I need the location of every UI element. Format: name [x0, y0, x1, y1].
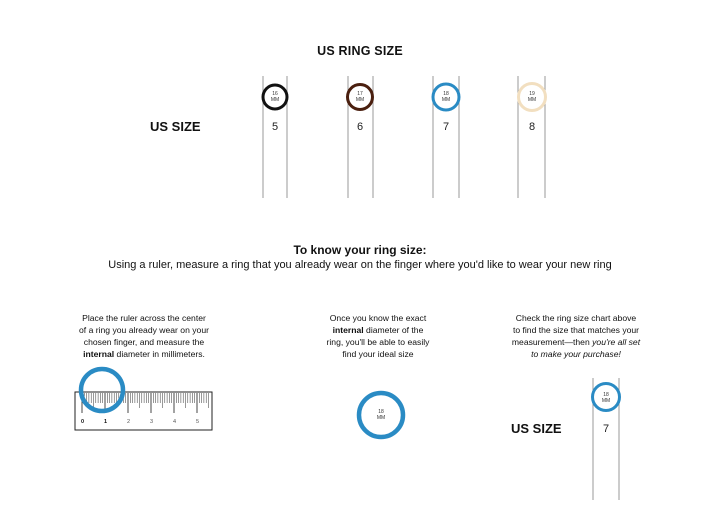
- ruler-label: 0: [81, 419, 85, 425]
- step-2-text: Once you know the exact internal diameter of the ring, you'll be able to easily find your ideal size: [326, 313, 430, 359]
- chart-title: US RING SIZE: [317, 44, 403, 58]
- instructions-heading: To know your ring size:: [293, 243, 427, 257]
- ruler-labels: [75, 419, 215, 429]
- step-1-text: Place the ruler across the center of a ring you already wear on your chosen finger, and measure the internal diameter in millimeters.: [79, 313, 209, 359]
- result-us-size-label: US SIZE: [511, 421, 562, 436]
- ring-label-size-7: 18 MM: [441, 91, 451, 103]
- us-size-row-label: US SIZE: [150, 119, 201, 134]
- example-ring-label: 18 MM: [376, 409, 386, 421]
- ring-label-size-5: 16 MM: [270, 91, 280, 103]
- size-number-8: 8: [528, 121, 536, 133]
- ruler-label: 5: [196, 419, 200, 425]
- size-number-7: 7: [442, 121, 450, 133]
- ruler-label: 2: [127, 419, 131, 425]
- ring-label-size-6: 17 MM: [355, 91, 365, 103]
- step-3-text: Check the ring size chart above to find the size that matches your measurement—then you're all set to make your purchase!: [511, 313, 641, 359]
- ruler-label: 4: [173, 419, 177, 425]
- ruler-label: 3: [150, 419, 154, 425]
- size-number-5: 5: [271, 121, 279, 133]
- instructions-subheading: Using a ruler, measure a ring that you already wear on the finger where you'd like to wear your new ring: [108, 259, 612, 271]
- size-number-6: 6: [356, 121, 364, 133]
- ruler-label: 1: [104, 419, 108, 425]
- result-ring-label: 18 MM: [601, 392, 611, 404]
- ring-label-size-8: 19 MM: [527, 91, 537, 103]
- result-size-number: 7: [602, 423, 610, 435]
